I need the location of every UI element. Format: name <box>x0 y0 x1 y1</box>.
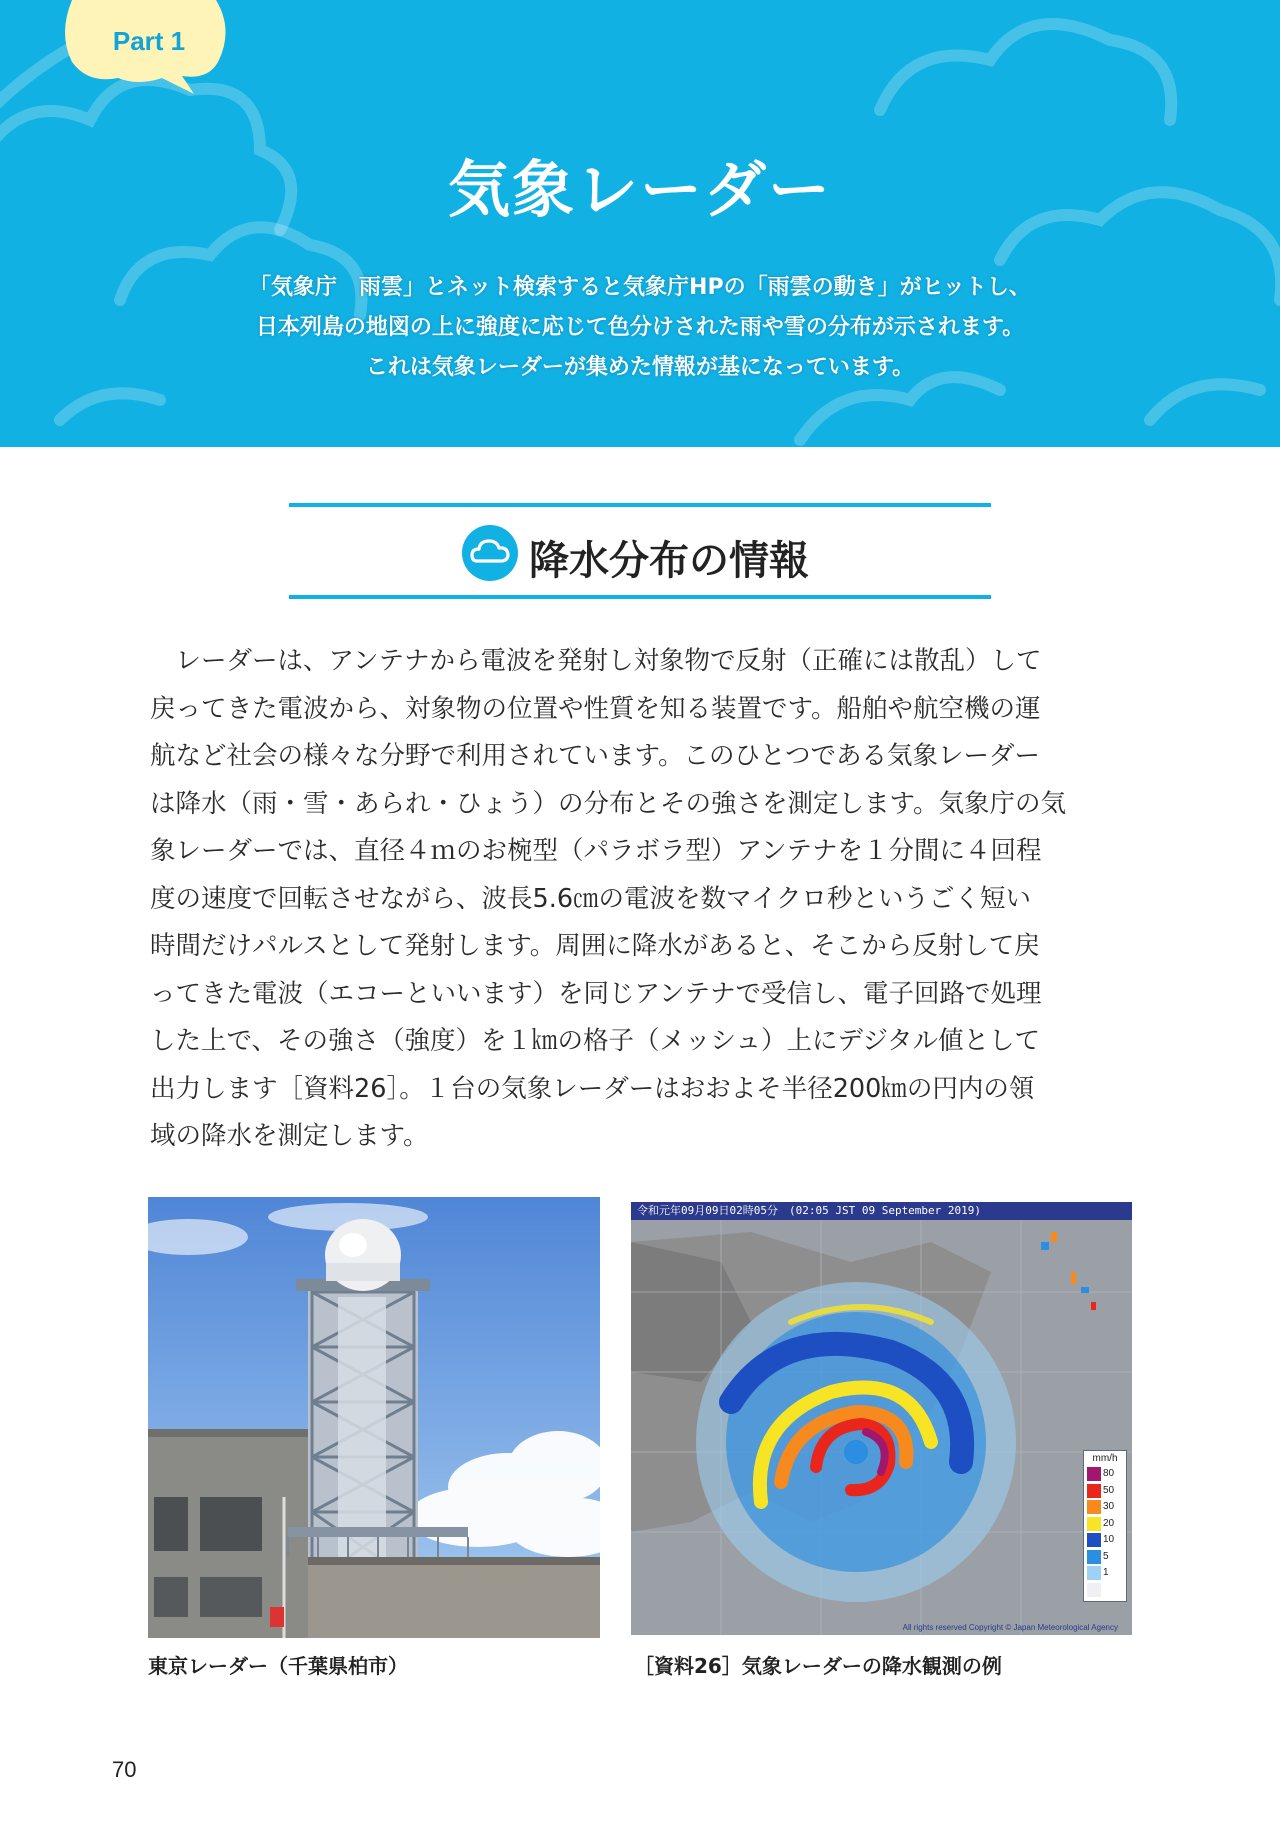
body-line: 戻ってきた電波から、対象物の位置や性質を知る装置です。船舶や航空機の運 <box>150 693 1041 724</box>
right-figure-caption: ［資料26］気象レーダーの降水観測の例 <box>634 1654 1002 1678</box>
lead-text <box>0 268 1280 388</box>
radar-legend <box>1083 1450 1127 1602</box>
body-line: 出力します［資料26］。１台の気象レーダーはおおよそ半径200㎞の円内の領 <box>150 1073 1035 1104</box>
legend-swatch <box>1087 1484 1101 1498</box>
legend-unit: mm/h <box>1092 1453 1118 1464</box>
radar-copyright: All rights reserved Copyright © Japan Meteorological Agency <box>902 1623 1118 1632</box>
legend-swatch <box>1087 1533 1101 1547</box>
body-line: 象レーダーでは、直径４ｍのお椀型（パラボラ型）アンテナを１分間に４回程 <box>150 836 1042 866</box>
section-title: 降水分布の情報 <box>529 538 809 584</box>
body-line: 域の降水を測定します。 <box>150 1121 429 1151</box>
legend-swatch <box>1087 1517 1101 1531</box>
body-paragraph <box>150 638 1135 1161</box>
radar-timestamp-banner: 令和元年09月09日02時05分 (02:05 JST 09 September 2019) <box>631 1202 1132 1220</box>
body-line: した上で、その強さ（強度）を１㎞の格子（メッシュ）上にデジタル値として <box>150 1026 1040 1056</box>
body-line: 時間だけパルスとして発射します。周囲に降水があると、そこから反射して戻 <box>150 931 1040 961</box>
legend-value: 80 <box>1103 1468 1115 1479</box>
legend-value: 30 <box>1103 1501 1115 1512</box>
legend-value: 20 <box>1103 1517 1115 1529</box>
legend-value: 1 <box>1103 1567 1109 1578</box>
page-number: 70 <box>112 1757 137 1782</box>
body-line: ってきた電波（エコーといいます）を同じアンテナで受信し、電子回路で処理 <box>150 978 1042 1009</box>
legend-swatch <box>1087 1566 1101 1580</box>
heading-rule-top <box>289 503 991 507</box>
legend-value: 10 <box>1103 1534 1115 1545</box>
heading-rule-bottom <box>289 595 991 599</box>
body-line: 度の速度で回転させながら、波長5.6㎝の電波を数マイクロ秒というごく短い <box>150 883 1032 914</box>
legend-swatch <box>1087 1500 1101 1514</box>
left-figure-caption: 東京レーダー（千葉県柏市） <box>148 1654 408 1678</box>
radar-tower-photo <box>148 1197 600 1638</box>
legend-swatch <box>1087 1550 1101 1564</box>
radar-precipitation-map <box>631 1202 1132 1635</box>
legend-value: 50 <box>1103 1484 1115 1496</box>
page-title: 気象レーダー <box>447 153 832 226</box>
section-heading <box>289 503 991 599</box>
body-line: レーダーは、アンテナから電波を発射し対象物で反射（正確には散乱）して <box>150 646 1042 676</box>
lead-line: 日本列島の地図の上に強度に応じて色分けされた雨や雪の分布が示されます。 <box>255 315 1025 340</box>
body-line: 航など社会の様々な分野で利用されています。このひとつである気象レーダー <box>150 741 1040 771</box>
legend-value: 5 <box>1103 1550 1109 1562</box>
cloud-icon <box>462 525 518 581</box>
body-line: は降水（雨・雪・あられ・ひょう）の分布とその強さを測定します。気象庁の気 <box>150 788 1066 819</box>
part-label: Part 1 <box>112 26 186 56</box>
lead-line: 「気象庁 雨雲」とネット検索すると気象庁HPの「雨雲の動き」がヒットし、 <box>249 275 1031 300</box>
legend-swatch <box>1087 1583 1101 1597</box>
lead-line: これは気象レーダーが集めた情報が基になっています。 <box>365 355 915 380</box>
page-header <box>0 0 1280 447</box>
legend-swatch <box>1087 1467 1101 1481</box>
